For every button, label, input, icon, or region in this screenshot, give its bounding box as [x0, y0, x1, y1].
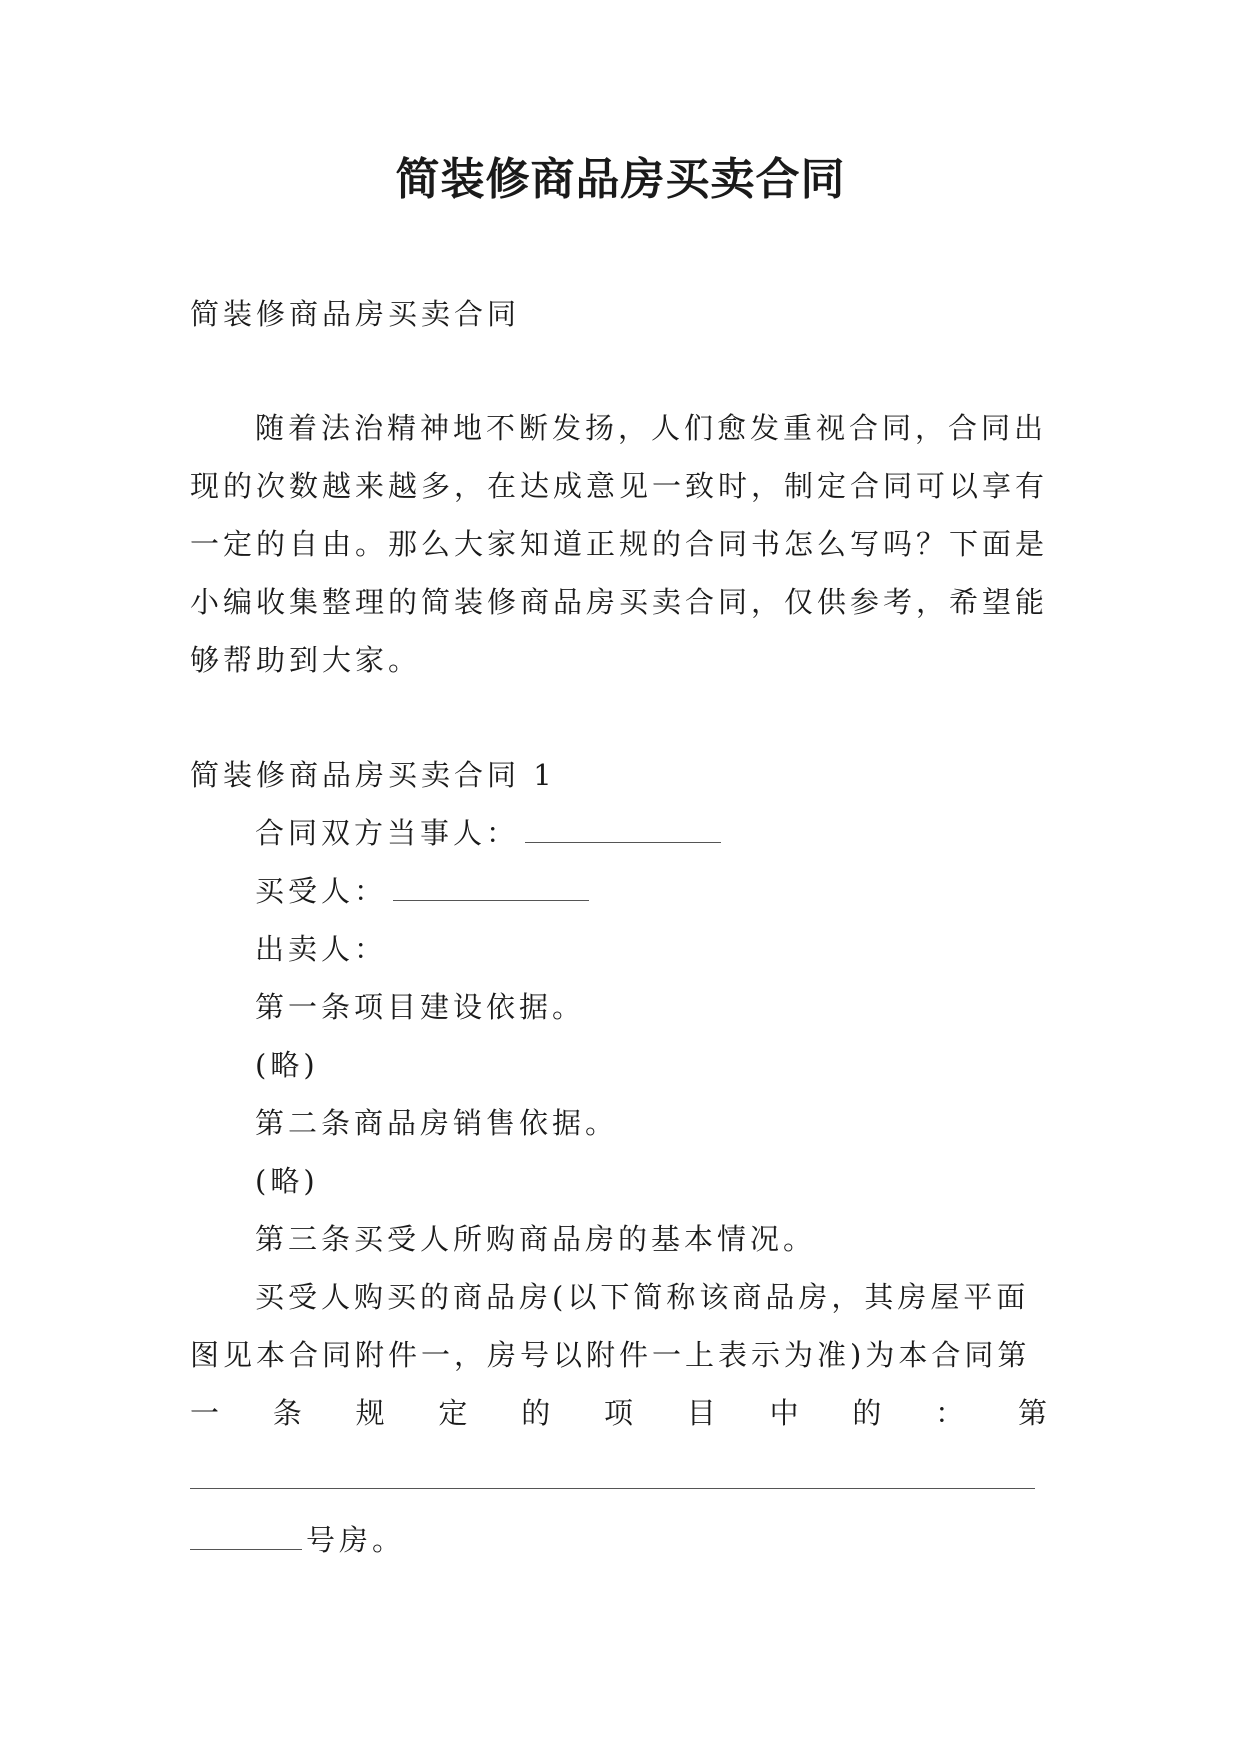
spread-char: 项: [603, 1396, 633, 1430]
spread-char: ：: [935, 1396, 965, 1430]
article-3: 第三条买受人所购商品房的基本情况。: [255, 1222, 817, 1256]
article-3-body-line-3: [190, 1393, 1047, 1433]
section-title: 简装修商品房买卖合同 1: [190, 758, 556, 792]
buyer-label: 买受人：: [255, 874, 388, 908]
spread-char: 目: [686, 1396, 716, 1430]
article-2-omitted: (略): [255, 1164, 319, 1198]
buyer-line: [255, 871, 1115, 911]
article-3-body-line-1: 买受人购买的商品房(以下简称该商品房，其房屋平面: [255, 1280, 1030, 1314]
spread-char: 的: [521, 1396, 551, 1430]
seller-label: 出卖人：: [255, 932, 388, 966]
intro-line-2: 现的次数越来越多，在达成意见一致时，制定合同可以享有: [190, 469, 1049, 503]
article-1-omitted: (略): [255, 1048, 319, 1082]
spread-char: 条: [272, 1396, 302, 1430]
parties-line: [255, 813, 1115, 853]
room-suffix: 号房。: [306, 1523, 406, 1557]
long-blank-line: [190, 1488, 1035, 1489]
spread-char: 的: [852, 1396, 882, 1430]
intro-line-5: 够帮助到大家。: [190, 643, 422, 677]
spread-char: 定: [438, 1396, 468, 1430]
intro-line-1: 随着法治精神地不断发扬，人们愈发重视合同，合同出: [255, 411, 1048, 445]
spread-char: 第: [1017, 1396, 1047, 1430]
article-2: 第二条商品房销售依据。: [255, 1106, 619, 1140]
intro-line-4: 小编收集整理的简装修商品房买卖合同，仅供参考，希望能: [190, 585, 1049, 619]
document-title: 简装修商品房买卖合同: [395, 154, 846, 205]
parties-label: 合同双方当事人：: [255, 816, 520, 850]
parties-blank: [525, 816, 721, 843]
intro-line-3: 一定的自由。那么大家知道正规的合同书怎么写吗？下面是: [190, 527, 1049, 561]
room-number-line: [190, 1520, 1050, 1560]
buyer-blank: [393, 874, 589, 901]
room-number-blank: [190, 1523, 302, 1550]
article-3-body-line-2: 图见本合同附件一，房号以附件一上表示为准)为本合同第: [190, 1338, 1031, 1372]
spread-char: 规: [355, 1396, 385, 1430]
article-1: 第一条项目建设依据。: [255, 990, 586, 1024]
document-subtitle: 简装修商品房买卖合同: [190, 297, 521, 331]
spread-char: 中: [769, 1396, 799, 1430]
spread-char: 一: [190, 1396, 220, 1430]
